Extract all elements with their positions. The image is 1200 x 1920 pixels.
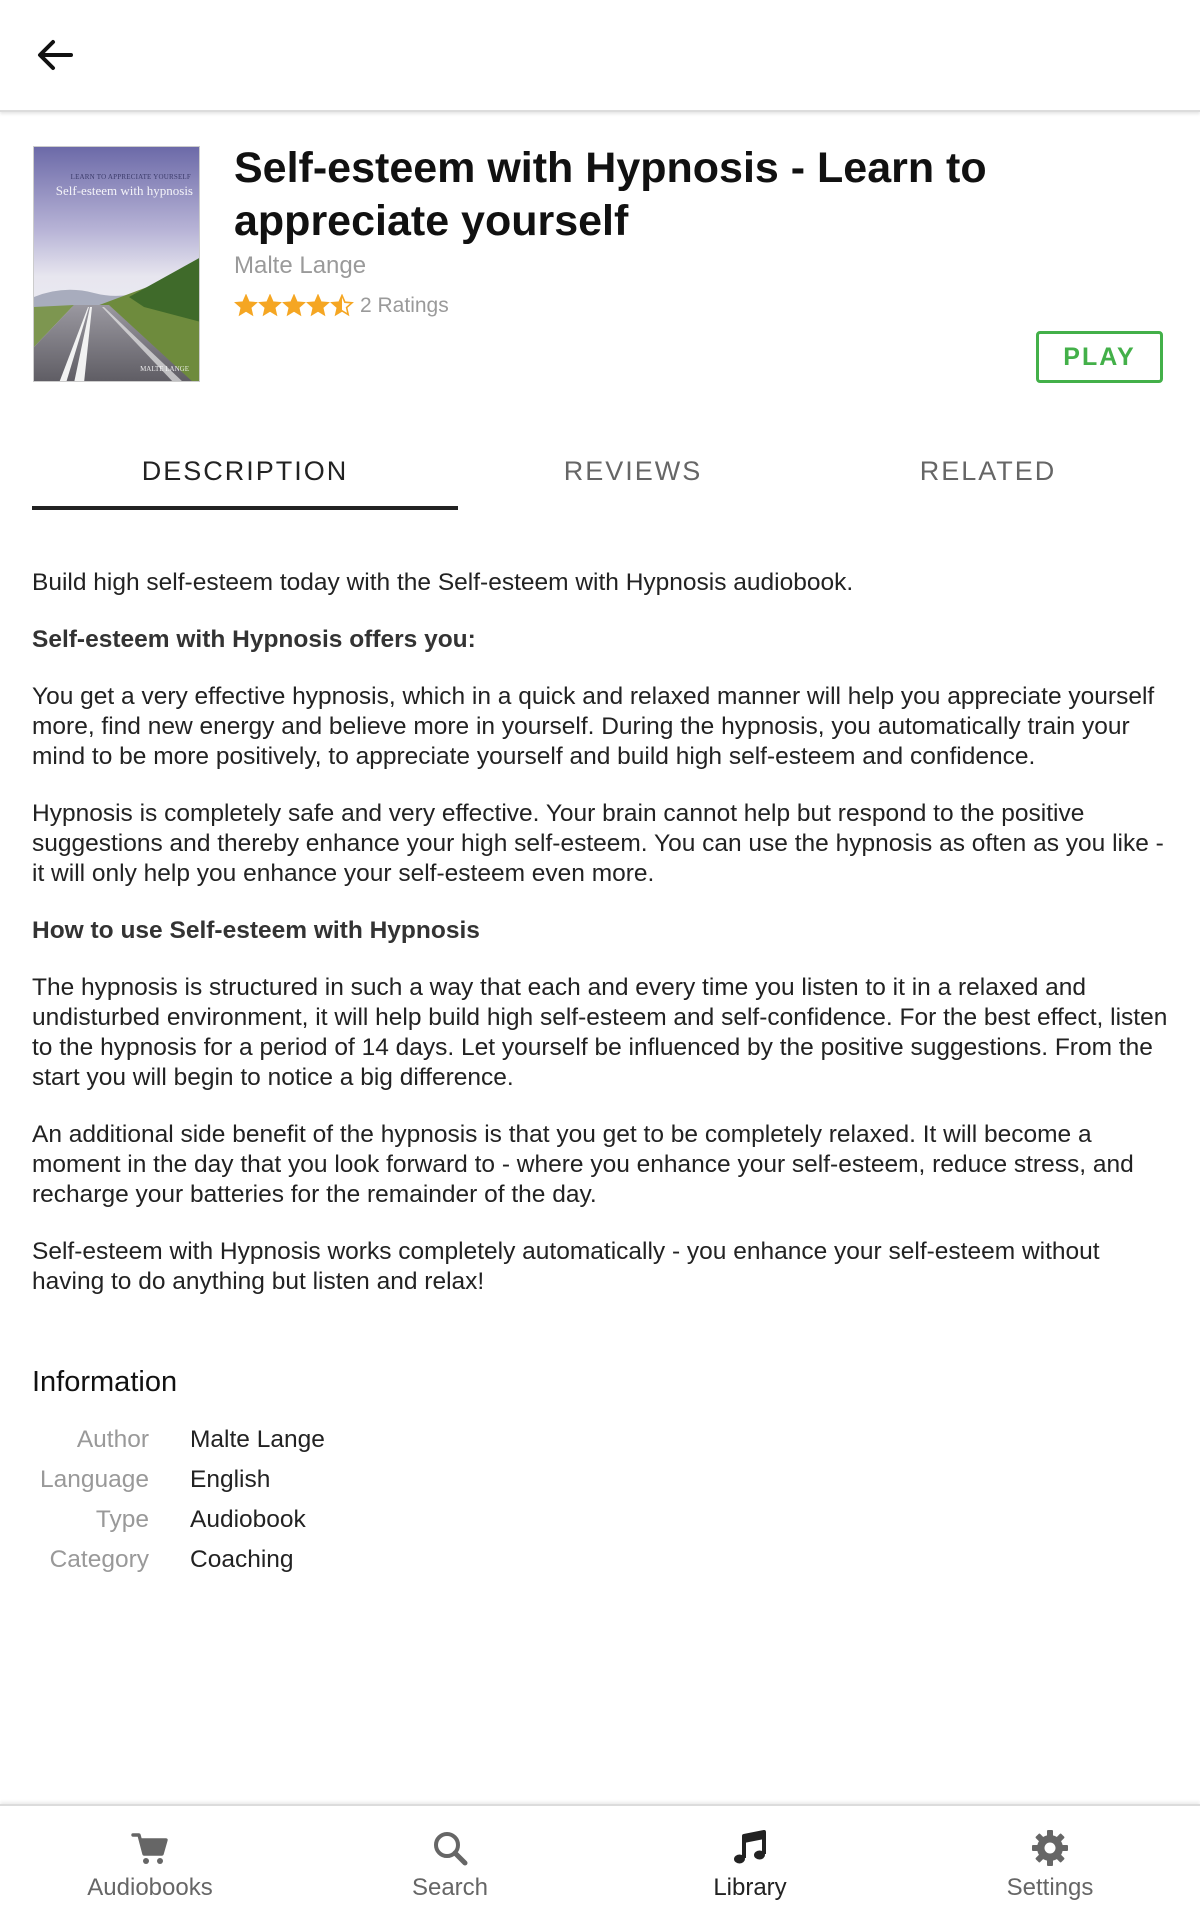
info-row-language bbox=[32, 1460, 325, 1500]
description-paragraph: Hypnosis is completely safe and very effective. Your brain cannot help but respond to the positive suggestions and thereby enhance your high self-esteem. You can use the hypnosis as often as you like - it will only help you enhance your self-esteem even more. bbox=[32, 800, 1164, 887]
nav-library[interactable] bbox=[600, 1806, 900, 1920]
nav-settings[interactable] bbox=[900, 1806, 1200, 1920]
cover-title: Self-esteem with hypnosis bbox=[55, 183, 193, 198]
nav-label: Settings bbox=[1006, 1874, 1094, 1901]
description-paragraph: Build high self-esteem today with the Self-esteem with Hypnosis audiobook. bbox=[32, 569, 854, 596]
gear-icon bbox=[1030, 1828, 1070, 1868]
info-key: Author bbox=[76, 1426, 149, 1453]
search-icon bbox=[430, 1828, 470, 1868]
star-full-icon bbox=[234, 294, 258, 318]
tab-reviews[interactable]: REVIEWS bbox=[563, 455, 703, 486]
nav-label: Audiobooks bbox=[87, 1874, 213, 1901]
info-row-type bbox=[32, 1500, 325, 1540]
tab-bar bbox=[32, 430, 1168, 512]
nav-label: Library bbox=[713, 1874, 787, 1901]
cover-subtitle: LEARN TO APPRECIATE YOURSELF bbox=[70, 173, 191, 181]
tab-related[interactable]: RELATED bbox=[919, 455, 1057, 486]
rating[interactable] bbox=[234, 294, 449, 318]
active-tab-indicator bbox=[32, 506, 458, 510]
description bbox=[32, 568, 1172, 1324]
tab-description[interactable]: DESCRIPTION bbox=[141, 455, 349, 486]
information-table bbox=[32, 1420, 325, 1580]
info-key: Category bbox=[49, 1546, 149, 1573]
info-key: Language bbox=[39, 1466, 149, 1493]
back-button[interactable] bbox=[26, 26, 84, 84]
cart-icon bbox=[130, 1828, 170, 1868]
star-full-icon bbox=[306, 294, 330, 318]
nav-label: Search bbox=[411, 1874, 489, 1901]
description-paragraph: An additional side benefit of the hypnosis is that you get to be completely relaxed. It will become a moment in the day that you look forward to - where you enhance your self-esteem, reduce stress, and recharge your batteries for the remainder of the day. bbox=[32, 1121, 1134, 1208]
description-heading: Self-esteem with Hypnosis offers you: bbox=[32, 626, 476, 653]
info-key: Type bbox=[95, 1506, 149, 1533]
book-author[interactable]: Malte Lange bbox=[234, 252, 367, 279]
description-paragraph: Self-esteem with Hypnosis works completely automatically - you enhance your self-esteem without having to do anything but listen and relax! bbox=[32, 1238, 1100, 1295]
arrow-left-icon bbox=[35, 35, 75, 75]
info-value: Audiobook bbox=[190, 1506, 306, 1533]
info-value[interactable]: Coaching bbox=[190, 1546, 294, 1573]
info-value[interactable]: Malte Lange bbox=[190, 1426, 325, 1453]
rating-count: 2 Ratings bbox=[360, 294, 449, 317]
info-row-author bbox=[32, 1420, 325, 1460]
play-button[interactable]: PLAY bbox=[1036, 331, 1163, 383]
cover-author: MALTE LANGE bbox=[140, 365, 189, 373]
star-full-icon bbox=[282, 294, 306, 318]
star-full-icon bbox=[258, 294, 282, 318]
music-note-icon bbox=[730, 1828, 770, 1868]
information-title: Information bbox=[32, 1366, 178, 1398]
info-value: English bbox=[190, 1466, 271, 1493]
book-title: Self-esteem with Hypnosis - Learn to appreciate yourself bbox=[234, 144, 987, 245]
description-paragraph: The hypnosis is structured in such a way that each and every time you listen to it in a relaxed and undisturbed environment, it will help build high self-esteem and self-confidence. For the best effect, listen to the hypnosis for a period of 14 days. Let yourself be influenced by the positive suggestions. From the start you will begin to notice a big difference. bbox=[32, 974, 1168, 1091]
description-paragraph: You get a very effective hypnosis, which in a quick and relaxed manner will help you appreciate yourself more, find new energy and believe more in yourself. During the hypnosis, you automatically train your mind to be more positively, to appreciate yourself and build high self-esteem and confidence. bbox=[32, 683, 1155, 770]
description-heading: How to use Self-esteem with Hypnosis bbox=[32, 917, 480, 944]
book-cover bbox=[33, 146, 200, 382]
nav-search[interactable] bbox=[300, 1806, 600, 1920]
info-row-category bbox=[32, 1540, 325, 1580]
nav-audiobooks[interactable] bbox=[0, 1806, 300, 1920]
top-app-bar bbox=[0, 0, 1200, 112]
star-rating bbox=[234, 294, 354, 318]
bottom-navigation bbox=[0, 1804, 1200, 1920]
star-half-icon bbox=[330, 294, 354, 318]
